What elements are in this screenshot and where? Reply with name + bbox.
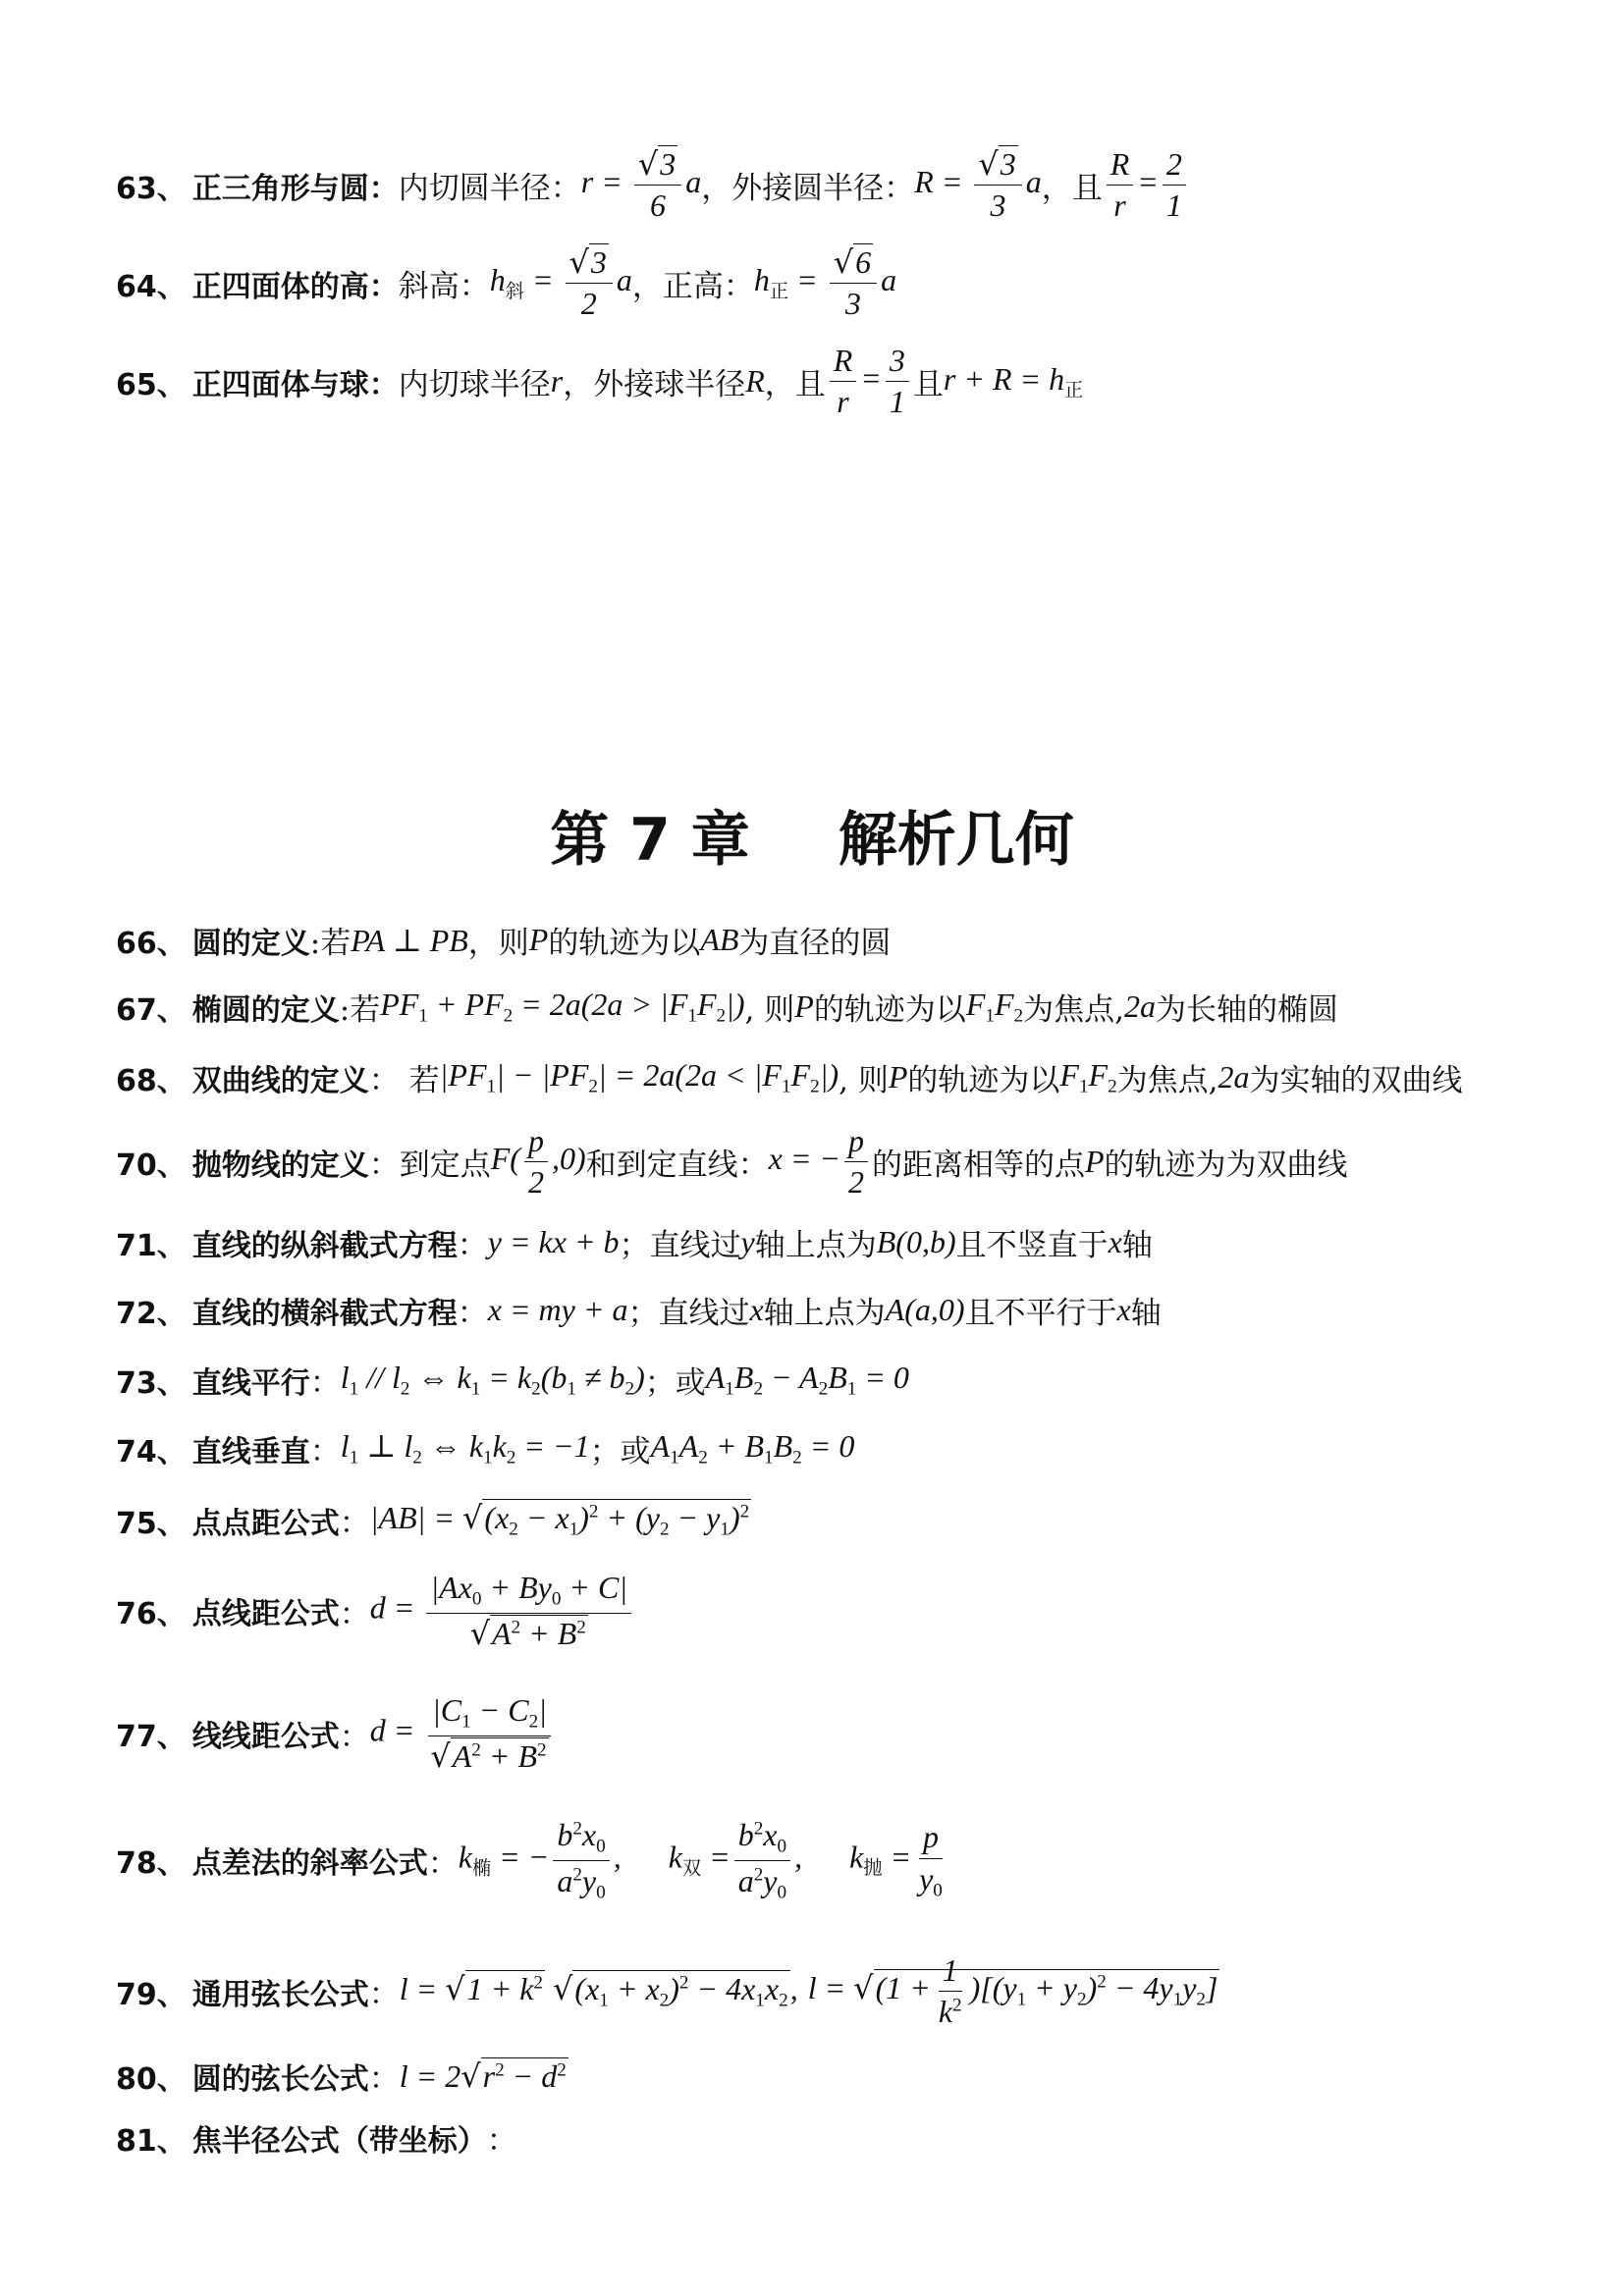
item-label: 椭圆的定义 bbox=[191, 992, 340, 1028]
formula-point-line-distance: d = $\frac{|Ax_0 + By_0 + C|}{√A^2 + B^2}$ bbox=[370, 1571, 635, 1651]
item-text: 轴上点为 bbox=[763, 1296, 886, 1331]
formula-ratio: $\frac{R}{r}$ = $\frac{3}{1}$ bbox=[826, 344, 913, 419]
item-label: 点线距公式 bbox=[191, 1597, 340, 1631]
symbol-F1F2: $F_1F_2$ bbox=[1059, 1056, 1117, 1097]
item-text: ，正高： bbox=[631, 269, 754, 305]
formula-parallel: $l_1 // l_2$ ⇔ $k_1 = k_2(b_1 \ne b_2)$ bbox=[340, 1359, 645, 1400]
item-number: 67、 bbox=[116, 992, 187, 1028]
item-75 bbox=[116, 1498, 1565, 1542]
symbol-x: x bbox=[1116, 1292, 1131, 1327]
item-70 bbox=[116, 1124, 1565, 1200]
formula-circle-chord: $l = 2√r^2 - d^2$ bbox=[399, 2056, 567, 2095]
formula-ellipse: $PF_1 + PF_2 = 2a(2a > |F_1F_2|)$ bbox=[380, 986, 745, 1027]
item-label: 点差法的斜率公式 bbox=[191, 1846, 428, 1882]
formula-chord-y: l = √(1 + $\frac{1}{k^2}$ )$[(y_1 + y_2)^2 - 4y_1y_2]$ bbox=[807, 1952, 1218, 2030]
item-label: 焦半径公式（带坐标） bbox=[191, 2123, 487, 2159]
formula-inradius: r = $\frac{√3}{6}$ a bbox=[580, 145, 702, 224]
item-number: 65、 bbox=[116, 367, 187, 402]
item-number: 76、 bbox=[116, 1597, 187, 1631]
item-66 bbox=[116, 918, 1565, 962]
item-text: 为实轴的双曲线 bbox=[1249, 1063, 1463, 1098]
item-text: 内切圆半径： bbox=[398, 171, 581, 207]
item-64 bbox=[116, 245, 1565, 321]
formula-slope-ellipse: $k_椭$ = − $\frac{b^2x_0}{a^2y_0}$ , bbox=[458, 1817, 622, 1903]
formula-point-B: B(0,b) bbox=[876, 1224, 956, 1259]
item-text: 的轨迹为以 bbox=[813, 992, 966, 1028]
item-text: 且不竖直于 bbox=[955, 1228, 1109, 1263]
item-number: 64、 bbox=[116, 269, 187, 304]
item-text: ： 若 bbox=[368, 1063, 440, 1098]
formula-directrix: x = − $\frac{p}{2}$ bbox=[769, 1124, 872, 1200]
item-67 bbox=[116, 985, 1565, 1029]
item-label: 圆的定义 bbox=[191, 926, 310, 961]
item-text: ： bbox=[486, 2123, 517, 2159]
formula-perpendicular: $l_1$ ⊥ $l_2$ ⇔ $k_1k_2 = -1$ bbox=[340, 1428, 590, 1468]
item-text: ： bbox=[427, 1845, 459, 1882]
chapter-number: 第 7 章 bbox=[550, 806, 750, 875]
item-label: 通用弦长公式 bbox=[191, 1977, 369, 2012]
symbol-P: P bbox=[888, 1059, 908, 1095]
symbol-P: P bbox=[794, 988, 814, 1024]
formula-parallel-general: $A_1B_2 - A_2B_1 = 0$ bbox=[705, 1359, 909, 1400]
formula-slope-parabola: $k_抛$ = $\frac{p}{y_0}$ bbox=[849, 1819, 943, 1901]
item-71 bbox=[116, 1220, 1565, 1264]
item-text: ；直线过 bbox=[619, 1228, 741, 1263]
item-63 bbox=[116, 147, 1565, 223]
item-number: 71、 bbox=[116, 1228, 187, 1263]
chapter-heading bbox=[0, 793, 1624, 878]
symbol-F1F2: $F_1F_2$ bbox=[965, 986, 1024, 1027]
item-text: ： bbox=[339, 1506, 370, 1541]
item-65 bbox=[116, 344, 1565, 419]
item-text: 轴 bbox=[1121, 1228, 1153, 1263]
item-text: 的轨迹为以 bbox=[907, 1063, 1060, 1098]
item-number: 70、 bbox=[116, 1148, 187, 1183]
item-label: 线线距公式 bbox=[191, 1720, 340, 1754]
item-label: 直线垂直 bbox=[191, 1434, 310, 1469]
item-label: 双曲线的定义 bbox=[191, 1063, 369, 1098]
formula-circumradius: R = $\frac{√3}{3}$ a bbox=[914, 145, 1042, 224]
item-text: ： bbox=[368, 1977, 400, 2013]
item-text: 为长轴的椭圆 bbox=[1155, 992, 1338, 1028]
item-label: 圆的弦长公式 bbox=[191, 2061, 369, 2097]
item-text: 的轨迹为为双曲线 bbox=[1104, 1148, 1348, 1184]
symbol-2a: 2a bbox=[1123, 988, 1156, 1024]
item-text: ，且 bbox=[764, 367, 826, 403]
item-text: :若 bbox=[339, 992, 381, 1028]
item-72 bbox=[116, 1288, 1565, 1332]
formula-ratio: $\frac{R}{r}$ = $\frac{2}{1}$ bbox=[1103, 147, 1190, 223]
formula-inverse-slope: x = my + a bbox=[487, 1292, 628, 1327]
item-text: ，则 bbox=[467, 926, 529, 961]
item-79 bbox=[116, 1953, 1565, 2029]
symbol-P: P bbox=[1085, 1144, 1105, 1180]
formula-focus: F( $\frac{p}{2}$ ,0) bbox=[490, 1123, 586, 1201]
item-68 bbox=[116, 1055, 1565, 1099]
item-text: 轴 bbox=[1130, 1296, 1162, 1331]
item-text: ，且 bbox=[1041, 171, 1103, 207]
item-number: 66、 bbox=[116, 926, 187, 961]
item-text: 为焦点, bbox=[1116, 1063, 1218, 1098]
item-text: 的距离相等的点 bbox=[872, 1148, 1085, 1184]
item-text: 且 bbox=[912, 367, 944, 403]
item-text: , 则 bbox=[839, 1063, 889, 1098]
item-text: 轴上点为 bbox=[754, 1228, 877, 1263]
symbol-P: P bbox=[528, 922, 549, 957]
formula-slope-intercept: y = kx + b bbox=[487, 1224, 620, 1259]
item-label: 正四面体的高： bbox=[191, 269, 399, 304]
symbol-AB: AB bbox=[700, 922, 739, 957]
item-74 bbox=[116, 1426, 1565, 1470]
item-text: ；或 bbox=[644, 1365, 706, 1401]
item-number: 68、 bbox=[116, 1063, 187, 1098]
formula-hyperbola: $|PF_1| - |PF_2| = 2a(2a < |F_1F_2|)$ bbox=[439, 1056, 839, 1097]
formula-point-A: A(a,0) bbox=[885, 1292, 965, 1327]
item-80 bbox=[116, 2054, 1565, 2098]
chapter-title: 解析几何 bbox=[838, 806, 1074, 875]
item-text: 内切球半径 bbox=[398, 367, 551, 403]
item-text: 且不平行于 bbox=[964, 1296, 1117, 1331]
item-text: ，外接圆半径： bbox=[701, 171, 915, 207]
item-number: 63、 bbox=[116, 171, 187, 206]
symbol-2a: 2a bbox=[1218, 1059, 1250, 1095]
item-text: ： bbox=[457, 1228, 488, 1263]
item-number: 74、 bbox=[116, 1434, 187, 1469]
item-number: 73、 bbox=[116, 1365, 187, 1401]
formula-point-distance: $|AB| = √(x_2 - x_1)^2 + (y_2 - y_1)^2$ bbox=[369, 1499, 750, 1540]
item-text: 斜高： bbox=[398, 269, 490, 305]
item-label: 直线平行 bbox=[191, 1365, 310, 1401]
symbol-R: R bbox=[745, 363, 765, 400]
item-number: 81、 bbox=[116, 2123, 187, 2159]
item-text: ：到定点 bbox=[368, 1148, 491, 1184]
item-text: ；直线过 bbox=[627, 1296, 750, 1331]
item-text: ；或 bbox=[589, 1434, 651, 1469]
item-text: ： bbox=[309, 1365, 341, 1401]
item-number: 80、 bbox=[116, 2061, 187, 2097]
item-label: 正三角形与圆： bbox=[191, 171, 399, 206]
symbol-r: r bbox=[550, 363, 564, 400]
formula-sum: $r + R = h_正$ bbox=[943, 360, 1084, 401]
item-text: 和到定直线： bbox=[585, 1148, 769, 1184]
formula-perpendicular-general: $A_1A_2 + B_1B_2 = 0$ bbox=[650, 1427, 855, 1468]
item-text: ： bbox=[457, 1296, 488, 1331]
item-text: 的轨迹为以 bbox=[548, 926, 701, 961]
item-label: 抛物线的定义 bbox=[191, 1148, 369, 1183]
item-77 bbox=[116, 1693, 1565, 1774]
item-label: 正四面体与球： bbox=[191, 367, 399, 402]
symbol-x: x bbox=[1108, 1224, 1122, 1259]
item-text: ，外接球半径 bbox=[563, 367, 746, 403]
item-number: 77、 bbox=[116, 1720, 187, 1754]
symbol-x: x bbox=[749, 1292, 764, 1327]
item-text: ： bbox=[368, 2061, 400, 2097]
formula-chord-x: $l = √1 + k^2$ $√(x_1 + x_2)^2 - 4x_1x_2$, bbox=[399, 1970, 798, 2012]
formula-slope-hyperbola: $k_双$ = $\frac{b^2x_0}{a^2y_0}$ , bbox=[668, 1817, 803, 1903]
formula-slant-height: $h_斜$ = $\frac{√3}{2}$ a bbox=[489, 243, 632, 322]
item-text: 为直径的圆 bbox=[738, 926, 892, 961]
item-number: 79、 bbox=[116, 1977, 187, 2012]
item-label: 直线的横斜截式方程 bbox=[191, 1296, 458, 1331]
item-text: 为焦点, bbox=[1023, 992, 1124, 1028]
formula-normal-height: $h_正$ = $\frac{√6}{3}$ a bbox=[753, 243, 897, 322]
item-text: ： bbox=[309, 1434, 341, 1469]
item-76 bbox=[116, 1571, 1565, 1651]
item-text: ： bbox=[339, 1596, 370, 1632]
item-73 bbox=[116, 1358, 1565, 1402]
item-78 bbox=[116, 1818, 1565, 1903]
formula-line-line-distance: d = $\frac{|C_1 - C_2|}{√A^2 + B^2}$ bbox=[370, 1693, 557, 1774]
item-text: ： bbox=[339, 1719, 370, 1755]
formula-perp: PA ⊥ PB bbox=[351, 922, 468, 958]
item-number: 72、 bbox=[116, 1296, 187, 1331]
symbol-y: y bbox=[740, 1224, 755, 1259]
item-number: 78、 bbox=[116, 1846, 187, 1882]
item-number: 75、 bbox=[116, 1506, 187, 1541]
item-81 bbox=[116, 2115, 1565, 2160]
item-label: 直线的纵斜截式方程 bbox=[191, 1228, 458, 1263]
item-text: :若 bbox=[309, 926, 352, 961]
item-label: 点点距公式 bbox=[191, 1506, 340, 1541]
item-text: , 则 bbox=[744, 992, 795, 1028]
